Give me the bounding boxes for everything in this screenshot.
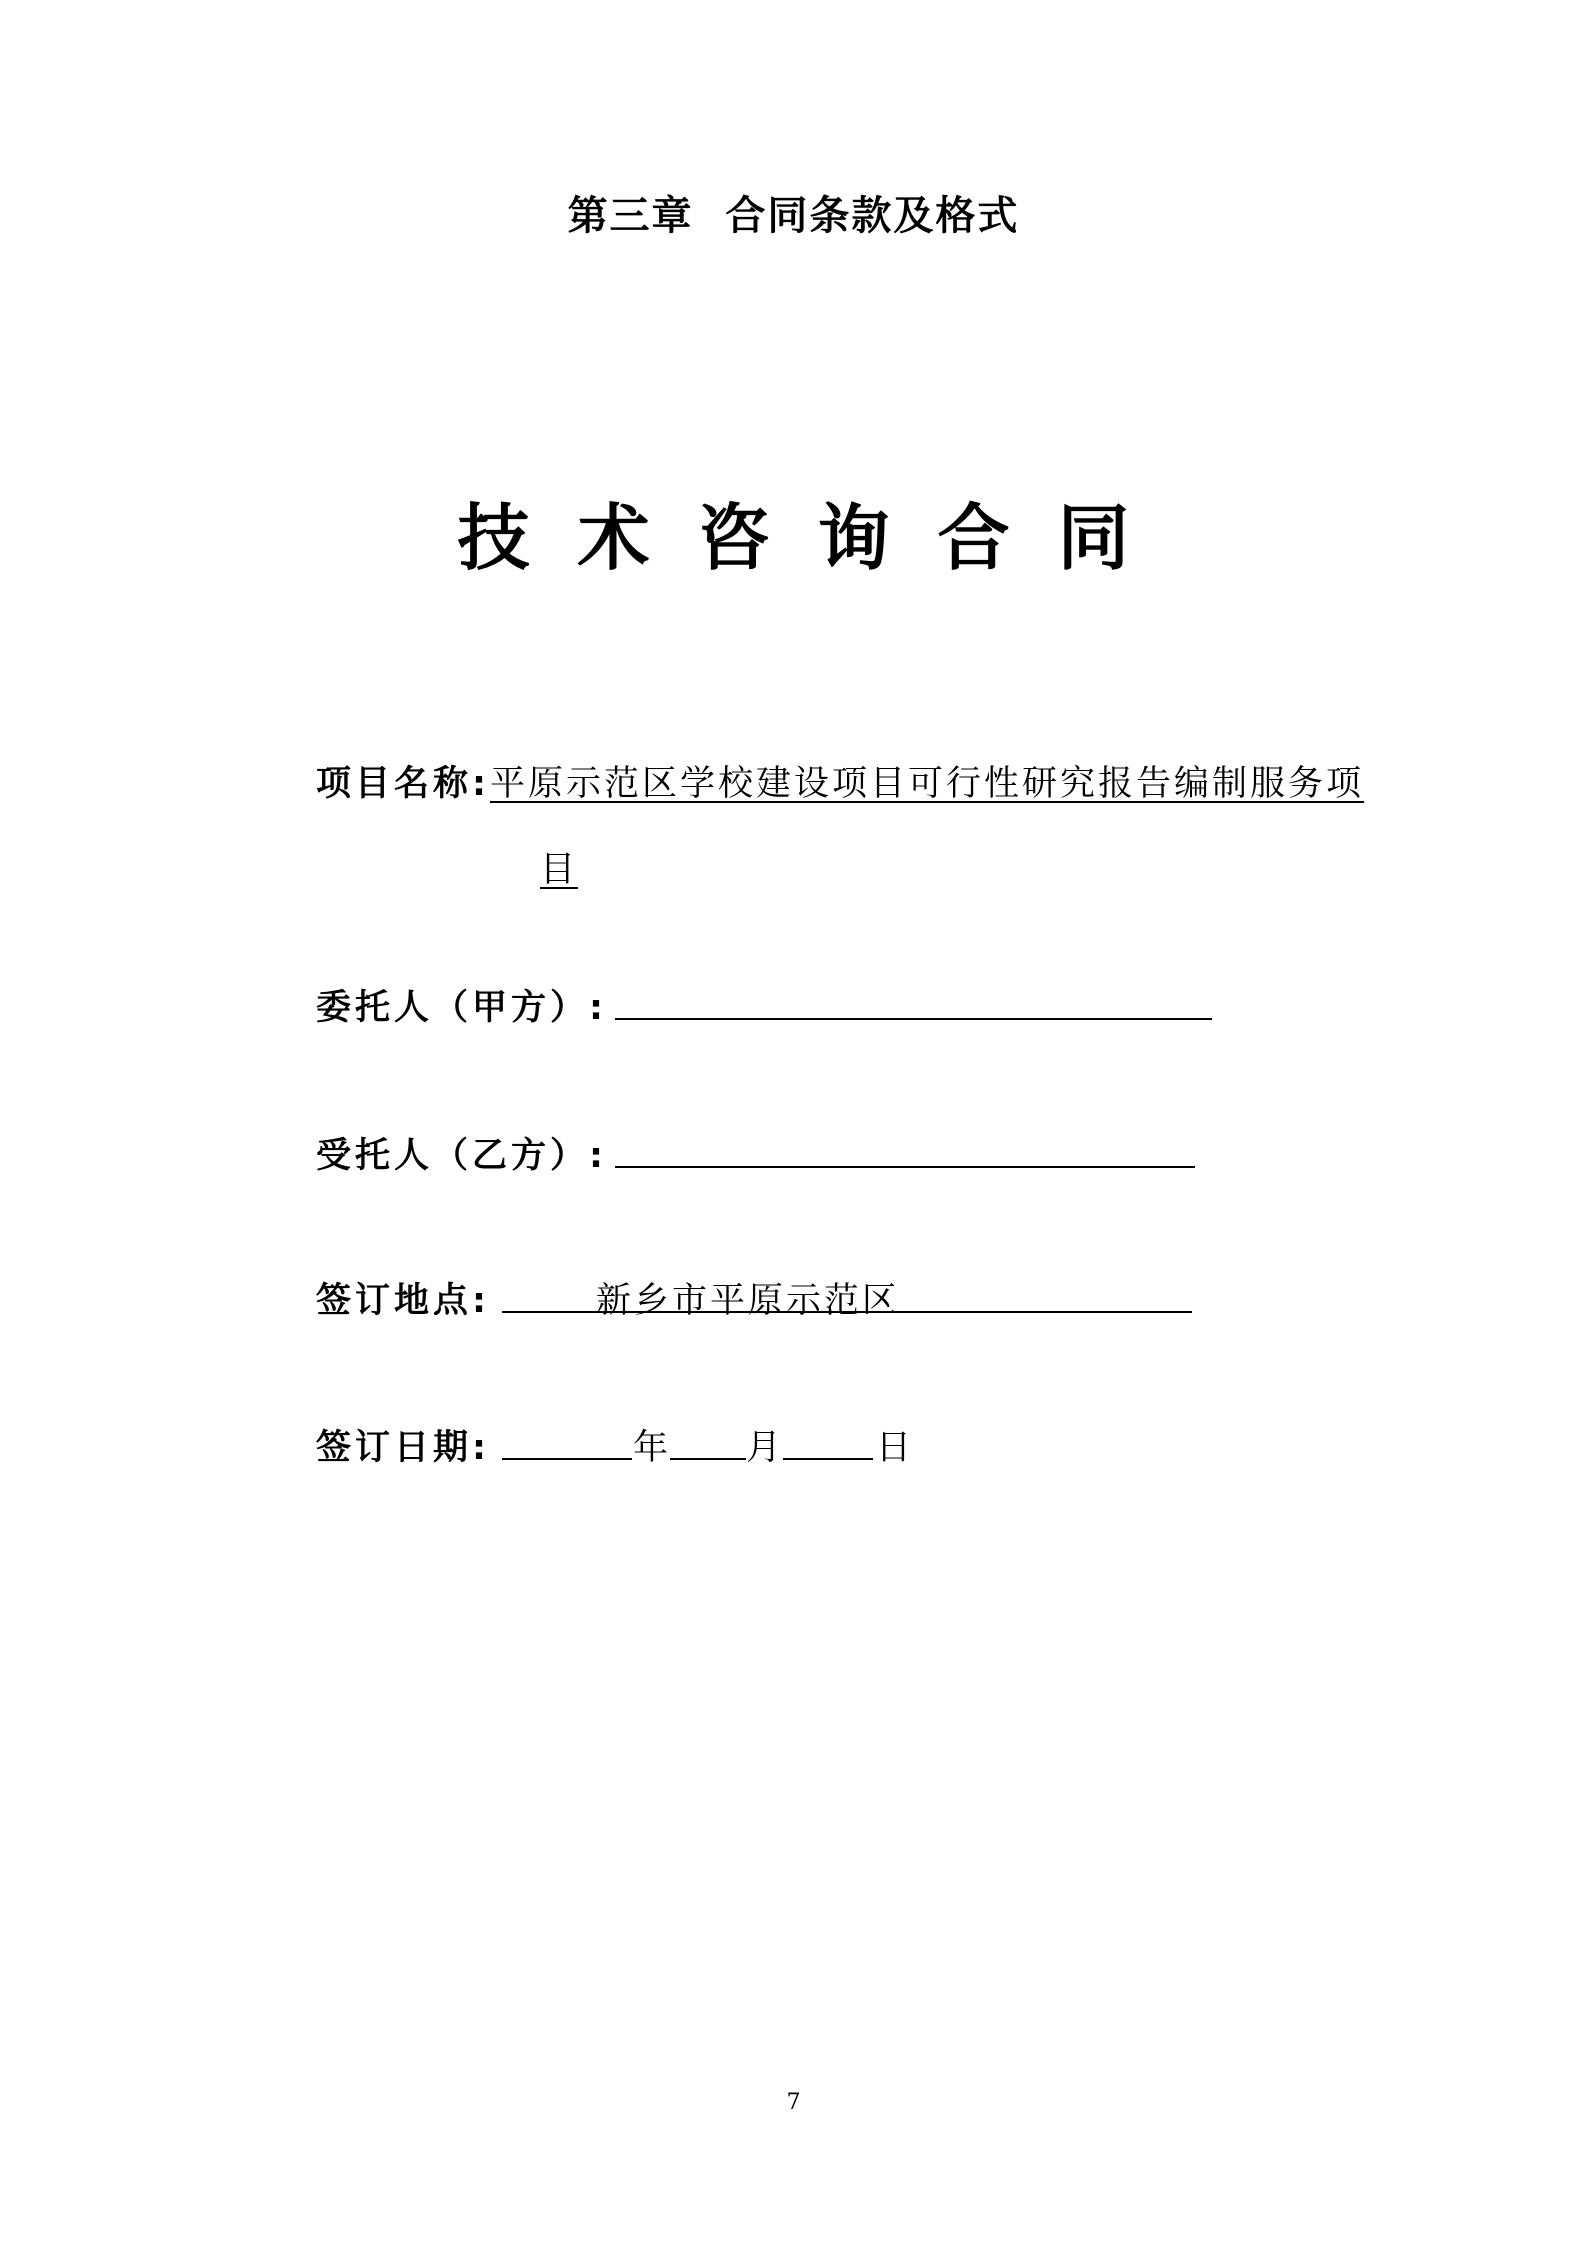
project-name-value-line2: 目	[540, 850, 579, 890]
contractor-fill-line[interactable]	[615, 1166, 1195, 1168]
sign-date-label: 签订日期:	[316, 1428, 490, 1468]
sign-date-year-line[interactable]	[502, 1458, 632, 1460]
client-label: 委托人（甲方）:	[316, 988, 607, 1028]
project-name-value-line1: 平原示范区学校建设项目可行性研究报告编制服务项	[490, 764, 1365, 804]
chapter-title: 第三章 合同条款及格式	[567, 192, 1020, 239]
sign-date-month-line[interactable]	[670, 1458, 746, 1460]
sign-date-year-unit: 年	[633, 1428, 672, 1468]
project-name-label: 项目名称:	[316, 764, 490, 804]
client-fill-line[interactable]	[615, 1018, 1212, 1020]
page-number: 7	[786, 2090, 801, 2115]
contractor-label: 受托人（乙方）:	[316, 1136, 607, 1176]
sign-date-day-unit: 日	[876, 1428, 915, 1468]
sign-date-day-line[interactable]	[783, 1458, 873, 1460]
sign-date-month-unit: 月	[746, 1428, 785, 1468]
sign-place-label: 签订地点:	[316, 1281, 490, 1321]
sign-place-value: 新乡市平原示范区	[596, 1281, 901, 1321]
contract-title: 技术咨询合同	[457, 496, 1178, 580]
